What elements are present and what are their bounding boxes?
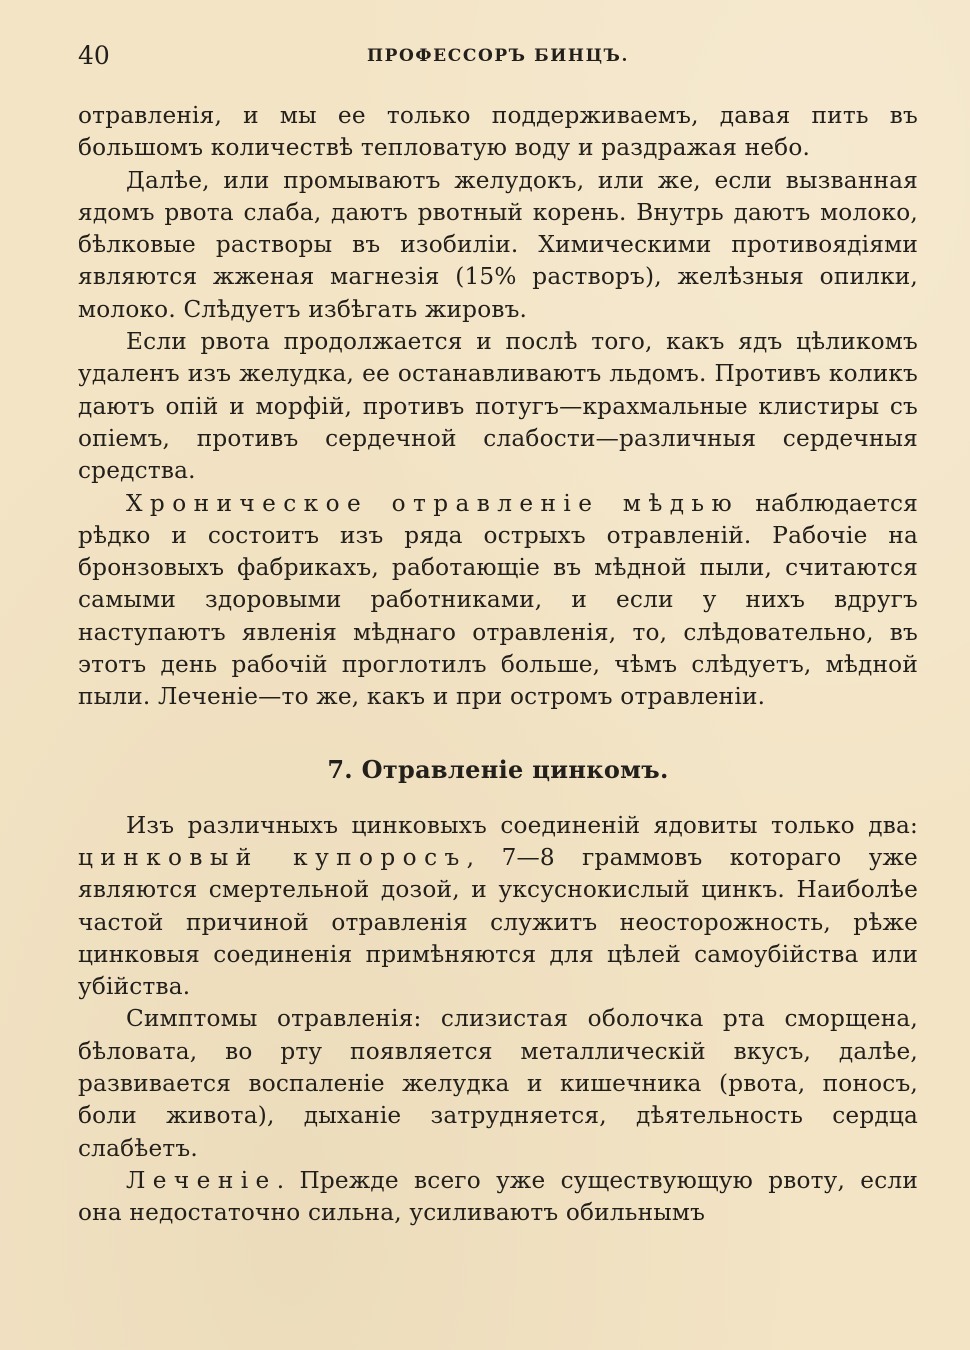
paragraph-symptoms: Симптомы отравленія: слизистая оболочка рта сморщена, бѣловата, во рту появляется металлическій вкусъ, далѣе, развивается воспаленіе желудка и кишечника (рвота, поносъ, боли живота), дыханіе затрудняется, дѣятельность сердца слабѣетъ. xyxy=(78,1005,918,1162)
paragraph-zinc-compounds-text-a: Изъ различныхъ цинковыхъ соединеній ядовиты только два: xyxy=(126,811,918,839)
spaced-term-therapy: Леченіе xyxy=(126,1166,277,1194)
section-title: 7. Отравленіе цинкомъ. xyxy=(327,754,669,784)
paragraph-therapy-text: . Прежде всего уже существующую рвоту, если она недостаточно сильна, усиливаютъ обильнымъ xyxy=(78,1166,918,1227)
running-title: ПРОФЕССОРЪ БИНЦЪ. xyxy=(366,46,630,66)
paragraph-treatment: Далѣе, или промываютъ желудокъ, или же, если вызванная ядомъ рвота слаба, даютъ рвотный корень. Внутрь даютъ молоко, бѣлковые растворы въ изобиліи. Химическими противоядіями являются жженая магнезія (15% растворъ), желѣзныя опилки, молоко. Слѣдуетъ избѣгать жировъ. xyxy=(78,166,918,323)
spaced-term-chronic-copper: Хроническое отравленіе мѣдью xyxy=(126,489,740,517)
paragraph-vomiting: Если рвота продолжается и послѣ того, какъ ядъ цѣликомъ удаленъ изъ желудка, ее останавливаютъ льдомъ. Противъ коликъ даютъ опій и морфій, противъ потугъ—крахмальные клистиры съ опіемъ, противъ сердечной слабости—различныя сердечныя средства. xyxy=(78,328,918,485)
paragraph-zinc-compounds xyxy=(78,810,918,1004)
paragraph-continuation: отравленія, и мы ее только поддерживаемъ, давая пить въ большомъ количествѣ тепловатую воду и раздражая небо. xyxy=(78,102,918,162)
paragraph-zinc-compounds-text-b: , 7—8 граммовъ котораго уже являются смертельной дозой, и уксуснокислый цинкъ. Наиболѣе частой причиной отравленія служитъ неосторожность, рѣже цинковыя соединенія примѣняются для цѣлей самоубійства или убійства. xyxy=(78,843,918,1001)
paragraph-chronic-copper xyxy=(78,488,918,714)
body-text xyxy=(78,100,918,1230)
running-head xyxy=(78,38,918,78)
page-number: 40 xyxy=(78,41,110,70)
spaced-term-zinc-sulfate: цинковый купоросъ xyxy=(78,843,467,871)
paragraph-therapy xyxy=(78,1165,918,1230)
paragraph-chronic-copper-text: наблюдается рѣдко и состоитъ изъ ряда острыхъ отравленій. Рабочіе на бронзовыхъ фабрикахъ, работающіе въ мѣдной пыли, считаются самыми здоровыми работниками, и если у нихъ вдругъ наступаютъ явленія мѣднаго отравленія, то, слѣдовательно, въ этотъ день рабочій проглотилъ больше, чѣмъ слѣдуетъ, мѣдной пыли. Леченіе—то же, какъ и при остромъ отравленіи. xyxy=(78,489,918,711)
